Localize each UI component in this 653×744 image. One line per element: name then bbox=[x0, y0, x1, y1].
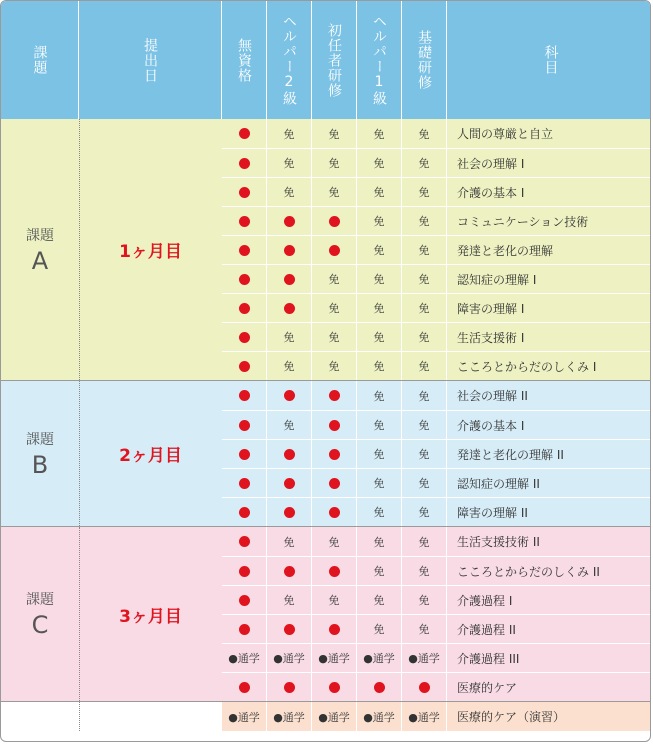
status-cell bbox=[222, 615, 267, 643]
status-cell bbox=[312, 294, 357, 322]
header-col-label: 基礎研修 bbox=[416, 30, 432, 90]
group-label-kadai: 課題 bbox=[26, 227, 54, 244]
status-cell bbox=[357, 527, 402, 556]
status-cell bbox=[267, 352, 312, 380]
status-cell bbox=[357, 615, 402, 643]
subject-cell: 発達と老化の理解 II bbox=[457, 447, 564, 462]
status-cell bbox=[357, 381, 402, 410]
red-dot-icon bbox=[239, 449, 250, 460]
red-dot-icon bbox=[329, 245, 340, 256]
status-cell bbox=[312, 673, 357, 701]
red-dot-icon bbox=[284, 507, 295, 518]
red-dot-icon bbox=[329, 449, 340, 460]
group-duration: 3ヶ月目 bbox=[119, 606, 182, 627]
red-dot-icon bbox=[239, 245, 250, 256]
table-row bbox=[222, 643, 651, 672]
header-col-shoninsha bbox=[312, 1, 357, 119]
table-row bbox=[222, 381, 651, 410]
group-duration: 2ヶ月目 bbox=[119, 446, 182, 466]
status-cell bbox=[222, 673, 267, 701]
group-last bbox=[1, 702, 651, 731]
exempt-mark: 免 bbox=[373, 448, 385, 461]
header-col-label: ヘルパー2級 bbox=[281, 14, 297, 106]
table-row bbox=[222, 206, 651, 235]
status-cell bbox=[222, 381, 267, 410]
status-cell bbox=[402, 381, 447, 410]
red-dot-icon bbox=[419, 682, 430, 693]
exempt-mark: 免 bbox=[328, 273, 340, 286]
status-cell bbox=[222, 149, 267, 177]
red-dot-icon bbox=[329, 216, 340, 227]
exempt-mark: 免 bbox=[373, 594, 385, 607]
exempt-mark: 免 bbox=[283, 360, 295, 373]
subject-cell: 障害の理解 I bbox=[457, 301, 525, 316]
exempt-mark: 免 bbox=[373, 389, 385, 403]
red-dot-icon bbox=[239, 361, 250, 372]
status-cell bbox=[312, 644, 357, 672]
status-cell bbox=[312, 236, 357, 264]
status-cell bbox=[402, 411, 447, 439]
exempt-mark: 免 bbox=[373, 535, 385, 549]
status-cell bbox=[402, 469, 447, 497]
red-dot-icon bbox=[239, 390, 250, 401]
exempt-mark: 免 bbox=[373, 127, 385, 141]
dotted-divider bbox=[79, 702, 80, 731]
tsugaku-mark: ●通学 bbox=[318, 652, 350, 665]
exempt-mark: 免 bbox=[373, 419, 385, 432]
status-cell bbox=[402, 352, 447, 380]
exempt-mark: 免 bbox=[283, 594, 295, 607]
exempt-mark: 免 bbox=[418, 127, 430, 141]
red-dot-icon bbox=[239, 624, 250, 635]
subject-cell: 介護過程 I bbox=[457, 593, 513, 608]
exempt-mark: 免 bbox=[283, 331, 295, 344]
header-subject-label: 科目 bbox=[542, 45, 559, 75]
status-cell bbox=[402, 119, 447, 148]
group-c bbox=[1, 527, 651, 701]
exempt-mark: 免 bbox=[418, 157, 430, 170]
tsugaku-mark: ●通学 bbox=[318, 710, 350, 724]
exempt-mark: 免 bbox=[373, 477, 385, 490]
header-col-label: 初任者研修 bbox=[326, 22, 342, 98]
status-cell bbox=[312, 527, 357, 556]
red-dot-icon bbox=[239, 536, 250, 547]
status-cell bbox=[357, 469, 402, 497]
status-cell bbox=[222, 702, 267, 731]
header-kadai-label: 課題 bbox=[31, 45, 48, 75]
status-cell bbox=[357, 119, 402, 148]
table-row bbox=[222, 527, 651, 556]
exempt-mark: 免 bbox=[283, 186, 295, 199]
red-dot-icon bbox=[239, 128, 250, 139]
group-label bbox=[1, 119, 79, 380]
subject-cell: こころとからだのしくみ II bbox=[457, 564, 600, 579]
status-cell bbox=[312, 381, 357, 410]
status-cell bbox=[267, 207, 312, 235]
header-col-helper1 bbox=[357, 1, 402, 119]
red-dot-icon bbox=[329, 624, 340, 635]
red-dot-icon bbox=[239, 303, 250, 314]
subject-cell: 介護の基本 I bbox=[457, 418, 525, 433]
subject-cell: 社会の理解 II bbox=[457, 389, 528, 403]
table-row bbox=[222, 410, 651, 439]
exempt-mark: 免 bbox=[373, 623, 385, 636]
exempt-mark: 免 bbox=[418, 215, 430, 228]
status-cell bbox=[312, 207, 357, 235]
header-kadai bbox=[1, 1, 79, 119]
status-cell bbox=[222, 440, 267, 468]
tsugaku-mark: ●通学 bbox=[408, 652, 440, 665]
red-dot-icon bbox=[284, 478, 295, 489]
exempt-mark: 免 bbox=[328, 157, 340, 170]
table-row bbox=[222, 702, 651, 731]
subject-cell: 介護過程 II bbox=[457, 622, 516, 637]
status-cell bbox=[267, 411, 312, 439]
exempt-mark: 免 bbox=[328, 186, 340, 199]
group-label bbox=[1, 527, 79, 701]
red-dot-icon bbox=[284, 216, 295, 227]
exempt-mark: 免 bbox=[418, 448, 430, 461]
group-label-kadai: 課題 bbox=[26, 592, 54, 608]
status-cell bbox=[312, 323, 357, 351]
red-dot-icon bbox=[239, 332, 250, 343]
tsugaku-mark: ●通学 bbox=[408, 710, 440, 724]
status-cell bbox=[402, 673, 447, 701]
red-dot-icon bbox=[239, 595, 250, 606]
exempt-mark: 免 bbox=[418, 360, 430, 373]
status-cell bbox=[222, 119, 267, 148]
subject-cell: 生活支援技術 II bbox=[457, 535, 540, 549]
exempt-mark: 免 bbox=[373, 186, 385, 199]
table-row bbox=[222, 119, 651, 148]
status-cell bbox=[312, 119, 357, 148]
exempt-mark: 免 bbox=[373, 331, 385, 344]
exempt-mark: 免 bbox=[373, 244, 385, 257]
status-cell bbox=[402, 527, 447, 556]
exempt-mark: 免 bbox=[418, 535, 430, 549]
status-cell bbox=[267, 673, 312, 701]
red-dot-icon bbox=[239, 682, 250, 693]
header-col-helper2 bbox=[267, 1, 312, 119]
subject-cell: 医療的ケア（演習） bbox=[457, 710, 566, 724]
status-cell bbox=[312, 178, 357, 206]
status-cell bbox=[267, 498, 312, 526]
table-row bbox=[222, 148, 651, 177]
exempt-mark: 免 bbox=[418, 302, 430, 315]
status-cell bbox=[402, 440, 447, 468]
tsugaku-mark: ●通学 bbox=[273, 652, 305, 665]
tsugaku-mark: ●通学 bbox=[228, 710, 260, 724]
header-col-kiso bbox=[402, 1, 447, 119]
status-cell bbox=[312, 149, 357, 177]
status-cell bbox=[267, 119, 312, 148]
status-cell bbox=[267, 294, 312, 322]
header-col-mushikaku bbox=[222, 1, 267, 119]
table-row bbox=[222, 439, 651, 468]
exempt-mark: 免 bbox=[373, 157, 385, 170]
group-letter: A bbox=[31, 246, 49, 275]
status-cell bbox=[402, 178, 447, 206]
status-cell bbox=[357, 149, 402, 177]
exempt-mark: 免 bbox=[328, 535, 340, 549]
status-cell bbox=[312, 265, 357, 293]
status-cell bbox=[222, 265, 267, 293]
subject-cell: 介護の基本 I bbox=[457, 185, 525, 200]
red-dot-icon bbox=[284, 274, 295, 285]
status-cell bbox=[267, 615, 312, 643]
status-cell bbox=[267, 440, 312, 468]
status-cell bbox=[402, 702, 447, 731]
status-cell bbox=[357, 207, 402, 235]
status-cell bbox=[402, 557, 447, 585]
red-dot-icon bbox=[239, 478, 250, 489]
exempt-mark: 免 bbox=[328, 360, 340, 373]
red-dot-icon bbox=[284, 682, 295, 693]
group-a bbox=[1, 119, 651, 380]
status-cell bbox=[312, 498, 357, 526]
status-cell bbox=[312, 440, 357, 468]
exempt-mark: 免 bbox=[373, 273, 385, 286]
status-cell bbox=[222, 352, 267, 380]
exempt-mark: 免 bbox=[373, 215, 385, 228]
red-dot-icon bbox=[284, 245, 295, 256]
status-cell bbox=[267, 265, 312, 293]
red-dot-icon bbox=[284, 624, 295, 635]
exempt-mark: 免 bbox=[373, 302, 385, 315]
status-cell bbox=[222, 236, 267, 264]
tsugaku-mark: ●通学 bbox=[273, 710, 305, 724]
red-dot-icon bbox=[329, 390, 340, 401]
group-label-kadai: 課題 bbox=[26, 431, 54, 448]
status-cell bbox=[267, 381, 312, 410]
exempt-mark: 免 bbox=[418, 331, 430, 344]
subject-cell: コミュニケーション技術 bbox=[457, 214, 589, 229]
group-letter: C bbox=[31, 611, 49, 639]
red-dot-icon bbox=[239, 274, 250, 285]
status-cell bbox=[222, 178, 267, 206]
red-dot-icon bbox=[374, 682, 385, 693]
status-cell bbox=[357, 586, 402, 614]
subject-cell: 生活支援術 I bbox=[457, 330, 525, 345]
status-cell bbox=[357, 294, 402, 322]
table-row bbox=[222, 293, 651, 322]
status-cell bbox=[267, 586, 312, 614]
exempt-mark: 免 bbox=[418, 419, 430, 432]
exempt-mark: 免 bbox=[418, 186, 430, 199]
red-dot-icon bbox=[239, 158, 250, 169]
group-duration: 1ヶ月目 bbox=[119, 242, 182, 262]
exempt-mark: 免 bbox=[418, 506, 430, 519]
status-cell bbox=[222, 557, 267, 585]
exempt-mark: 免 bbox=[418, 565, 430, 578]
table-row bbox=[222, 322, 651, 351]
table-row bbox=[222, 556, 651, 585]
exempt-mark: 免 bbox=[283, 419, 295, 432]
subject-cell: 社会の理解 I bbox=[457, 156, 525, 171]
status-cell bbox=[267, 702, 312, 731]
status-cell bbox=[402, 294, 447, 322]
status-cell bbox=[267, 527, 312, 556]
status-cell bbox=[312, 615, 357, 643]
status-cell bbox=[222, 527, 267, 556]
status-cell bbox=[222, 469, 267, 497]
exempt-mark: 免 bbox=[418, 244, 430, 257]
table-row bbox=[222, 177, 651, 206]
exempt-mark: 免 bbox=[283, 157, 295, 170]
status-cell bbox=[222, 207, 267, 235]
header-teishutsubi-label: 提出日 bbox=[142, 37, 158, 83]
status-cell bbox=[312, 586, 357, 614]
exempt-mark: 免 bbox=[328, 594, 340, 607]
status-cell bbox=[357, 673, 402, 701]
exempt-mark: 免 bbox=[418, 623, 430, 636]
status-cell bbox=[357, 323, 402, 351]
status-cell bbox=[267, 323, 312, 351]
header-teishutsubi bbox=[79, 1, 222, 119]
status-cell bbox=[402, 615, 447, 643]
header-col-label: 無資格 bbox=[236, 37, 252, 83]
status-cell bbox=[402, 586, 447, 614]
status-cell bbox=[402, 644, 447, 672]
exempt-mark: 免 bbox=[328, 331, 340, 344]
red-dot-icon bbox=[239, 216, 250, 227]
exempt-mark: 免 bbox=[283, 535, 295, 549]
status-cell bbox=[222, 294, 267, 322]
exempt-mark: 免 bbox=[373, 506, 385, 519]
red-dot-icon bbox=[329, 507, 340, 518]
status-cell bbox=[357, 178, 402, 206]
exempt-mark: 免 bbox=[418, 594, 430, 607]
status-cell bbox=[357, 644, 402, 672]
subject-cell: 認知症の理解 II bbox=[457, 476, 540, 491]
status-cell bbox=[312, 411, 357, 439]
status-cell bbox=[222, 323, 267, 351]
status-cell bbox=[267, 236, 312, 264]
status-cell bbox=[312, 557, 357, 585]
exempt-mark: 免 bbox=[418, 389, 430, 403]
red-dot-icon bbox=[239, 420, 250, 431]
status-cell bbox=[222, 411, 267, 439]
status-cell bbox=[357, 498, 402, 526]
status-cell bbox=[357, 557, 402, 585]
status-cell bbox=[357, 236, 402, 264]
group-label bbox=[1, 381, 79, 526]
exempt-mark: 免 bbox=[328, 302, 340, 315]
subject-cell: 障害の理解 II bbox=[457, 505, 528, 520]
exempt-mark: 免 bbox=[373, 565, 385, 578]
subject-cell: 人間の尊厳と自立 bbox=[457, 127, 554, 141]
status-cell bbox=[267, 557, 312, 585]
subject-cell: 発達と老化の理解 bbox=[457, 243, 554, 258]
header-subject bbox=[447, 1, 651, 119]
status-cell bbox=[402, 323, 447, 351]
status-cell bbox=[222, 644, 267, 672]
table-row bbox=[222, 264, 651, 293]
status-cell bbox=[267, 178, 312, 206]
red-dot-icon bbox=[329, 682, 340, 693]
subject-cell: 介護過程 III bbox=[457, 651, 520, 666]
red-dot-icon bbox=[284, 449, 295, 460]
exempt-mark: 免 bbox=[283, 127, 295, 141]
group-b bbox=[1, 381, 651, 526]
table-row bbox=[222, 497, 651, 526]
status-cell bbox=[222, 498, 267, 526]
tsugaku-mark: ●通学 bbox=[363, 652, 395, 665]
status-cell bbox=[357, 411, 402, 439]
table-row bbox=[222, 235, 651, 264]
status-cell bbox=[312, 352, 357, 380]
status-cell bbox=[267, 644, 312, 672]
status-cell bbox=[267, 149, 312, 177]
group-letter: B bbox=[31, 450, 49, 479]
exempt-mark: 免 bbox=[418, 273, 430, 286]
exempt-mark: 免 bbox=[418, 477, 430, 490]
status-cell bbox=[267, 469, 312, 497]
table-row bbox=[222, 468, 651, 497]
table-row bbox=[222, 614, 651, 643]
status-cell bbox=[402, 236, 447, 264]
tsugaku-mark: ●通学 bbox=[363, 710, 395, 724]
status-cell bbox=[312, 702, 357, 731]
red-dot-icon bbox=[329, 478, 340, 489]
subject-cell: 認知症の理解 I bbox=[457, 272, 537, 287]
status-cell bbox=[357, 265, 402, 293]
table-row bbox=[222, 585, 651, 614]
red-dot-icon bbox=[284, 566, 295, 577]
status-cell bbox=[357, 702, 402, 731]
red-dot-icon bbox=[329, 566, 340, 577]
status-cell bbox=[402, 207, 447, 235]
red-dot-icon bbox=[329, 420, 340, 431]
red-dot-icon bbox=[239, 507, 250, 518]
status-cell bbox=[312, 469, 357, 497]
status-cell bbox=[357, 440, 402, 468]
header-col-label: ヘルパー1級 bbox=[371, 14, 387, 106]
exempt-mark: 免 bbox=[328, 127, 340, 141]
tsugaku-mark: ●通学 bbox=[228, 652, 260, 665]
status-cell bbox=[402, 498, 447, 526]
subject-cell: 医療的ケア bbox=[457, 680, 518, 695]
red-dot-icon bbox=[239, 566, 250, 577]
table-row bbox=[222, 672, 651, 701]
status-cell bbox=[357, 352, 402, 380]
exempt-mark: 免 bbox=[373, 360, 385, 373]
table-row bbox=[222, 351, 651, 380]
status-cell bbox=[402, 149, 447, 177]
red-dot-icon bbox=[284, 390, 295, 401]
subject-cell: こころとからだのしくみ I bbox=[457, 359, 597, 374]
status-cell bbox=[222, 586, 267, 614]
red-dot-icon bbox=[239, 187, 250, 198]
status-cell bbox=[402, 265, 447, 293]
red-dot-icon bbox=[284, 303, 295, 314]
